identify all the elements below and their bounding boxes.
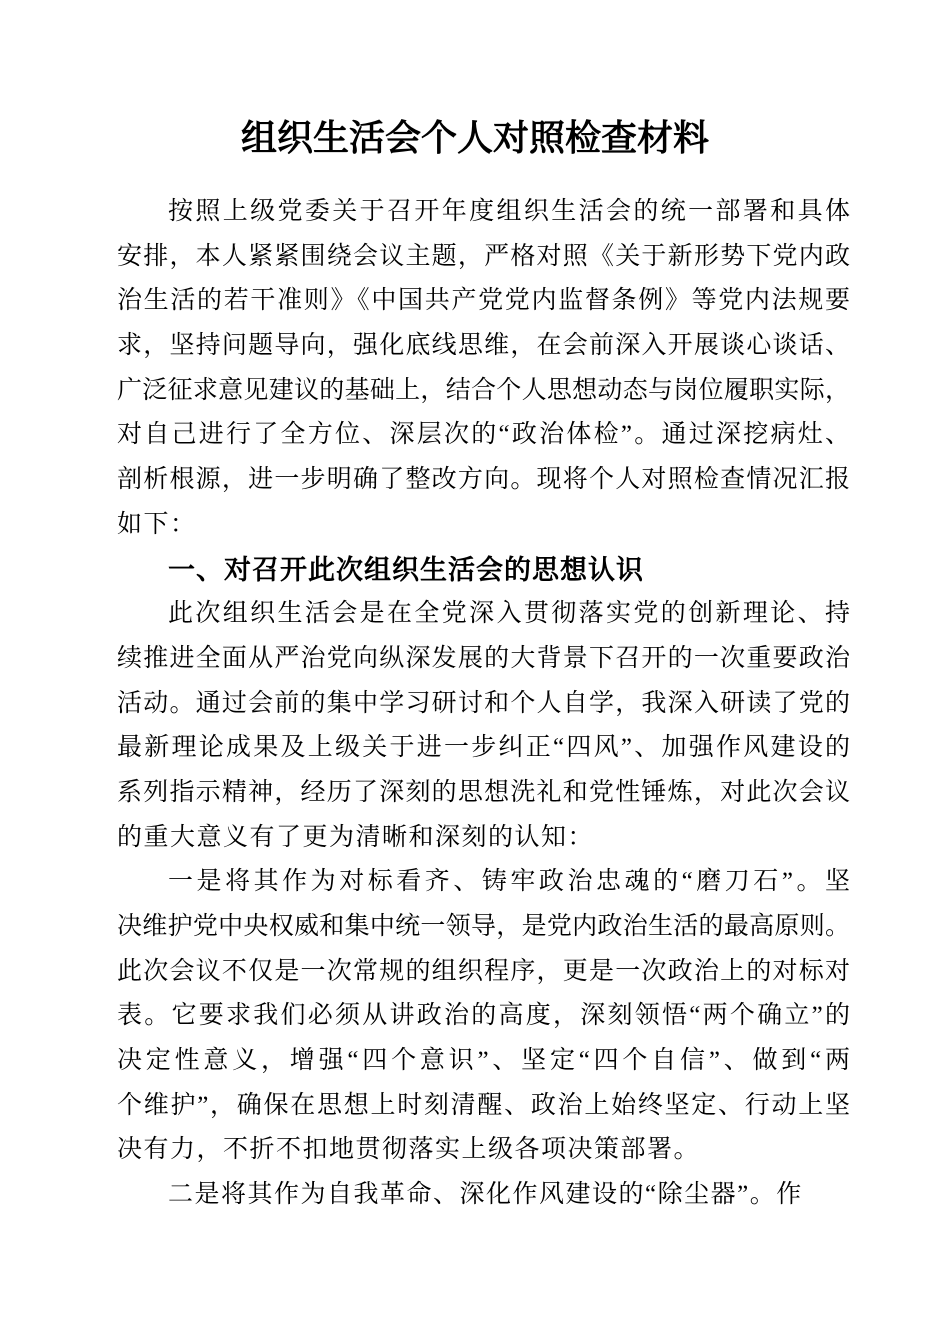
text-line: 剖析根源，进一步明确了整改方向。现将个人对照检查情况汇报 [117, 466, 850, 494]
text-line: 续推进全面从严治党向纵深发展的大背景下召开的一次重要政治 [117, 644, 850, 672]
text-line: 二是将其作为自我革命、深化作风建设的“除尘器”。作 [168, 1181, 803, 1209]
text-line: 此次会议不仅是一次常规的组织程序，更是一次政治上的对标对 [117, 957, 850, 985]
text-line: 求，坚持问题导向，强化底线思维，在会前深入开展谈心谈话、 [117, 332, 850, 360]
text-line: 个维护”，确保在思想上时刻清醒、政治上始终坚定、行动上坚 [117, 1091, 850, 1119]
text-line: 最新理论成果及上级关于进一步纠正“四风”、加强作风建设的 [117, 734, 850, 762]
text-line: 按照上级党委关于召开年度组织生活会的统一部署和具体 [168, 198, 850, 225]
text-line: 治生活的若干准则》《中国共产党党内监督条例》等党内法规要 [117, 287, 850, 315]
text-line: 一是将其作为对标看齐、铸牢政治忠魂的“磨刀石”。坚 [168, 868, 850, 896]
text-line: 系列指示精神，经历了深刻的思想洗礼和党性锤炼，对此次会议 [117, 778, 850, 806]
text-line: 活动。通过会前的集中学习研讨和个人自学，我深入研读了党的 [117, 689, 850, 717]
text-line: 决定性意义，增强“四个意识”、坚定“四个自信”、做到“两 [117, 1047, 850, 1075]
document-body [117, 190, 850, 1218]
text-line: 广泛征求意见建议的基础上，结合个人思想动态与岗位履职实际， [117, 376, 850, 404]
text-line: 安排，本人紧紧围绕会议主题，严格对照《关于新形势下党内政 [117, 242, 850, 270]
text-line: 表。它要求我们必须从讲政治的高度，深刻领悟“两个确立”的 [117, 1002, 850, 1030]
text-line: 决有力，不折不扣地贯彻落实上级各项决策部署。 [117, 1136, 701, 1164]
text-line: 如下： [117, 510, 197, 538]
section-heading: 一、对召开此次组织生活会的思想认识 [168, 554, 644, 585]
document-title: 组织生活会个人对照检查材料 [240, 117, 709, 158]
text-line: 的重大意义有了更为清晰和深刻的认知： [117, 823, 595, 851]
text-line: 此次组织生活会是在全党深入贯彻落实党的创新理论、持 [168, 600, 850, 628]
text-line: 决维护党中央权威和集中统一领导，是党内政治生活的最高原则。 [117, 913, 850, 940]
text-line: 对自己进行了全方位、深层次的“政治体检”。通过深挖病灶、 [117, 421, 850, 449]
